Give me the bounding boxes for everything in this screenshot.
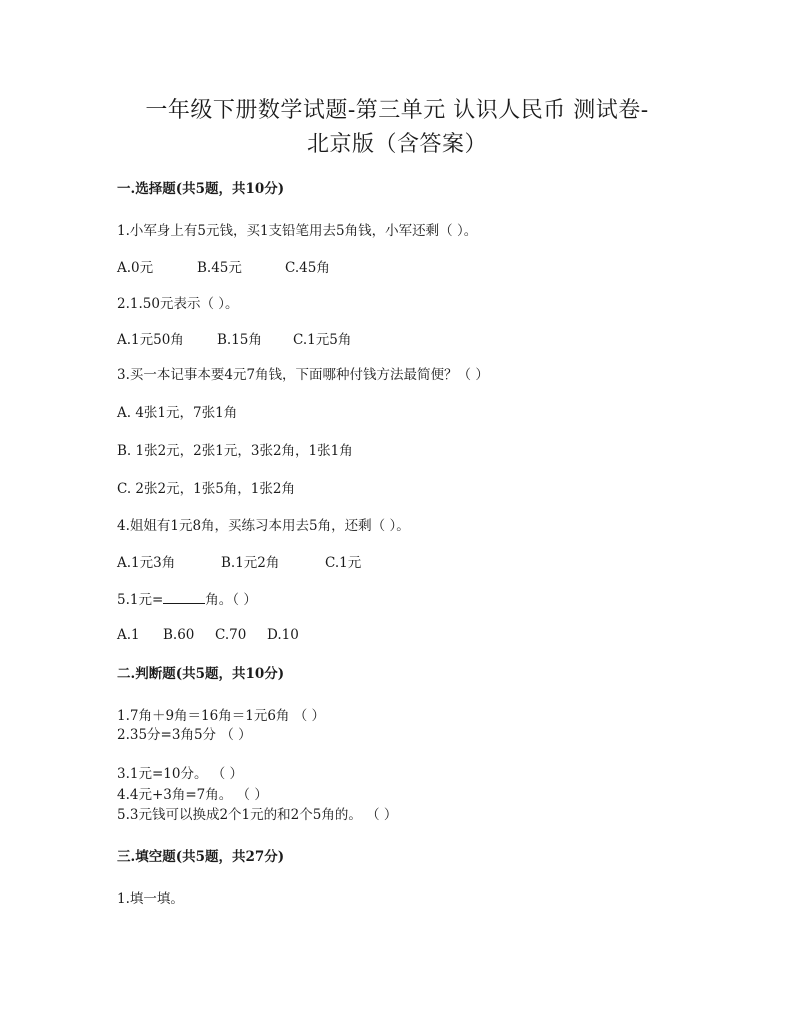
option: C.1元 [325, 555, 362, 571]
judgement-item: 5.3元钱可以换成2个1元的和2个5角的。 （ ） [117, 807, 398, 823]
section-heading-choice: 一.选择题(共5题，共10分) [117, 181, 285, 197]
option: B.15角 [217, 332, 262, 348]
question-options [117, 259, 330, 277]
question-options [117, 554, 361, 572]
judgement-item: 1.7角＋9角＝16角＝1元6角 （ ） [117, 708, 325, 724]
question-stem: 1.小军身上有5元钱，买1支铅笔用去5角钱，小军还剩（ ）。 [117, 223, 478, 239]
option: A.0元 [117, 260, 154, 276]
option: A. 4张1元，7张1角 [117, 405, 238, 421]
question-stem: 3.买一本记事本要4元7角钱，下面哪种付钱方法最简便？（ ） [117, 367, 489, 383]
judgement-item: 3.1元=10分。 （ ） [117, 766, 244, 782]
option: B.1元2角 [221, 555, 280, 571]
question-stem-text: 5.1元= [117, 592, 164, 608]
fill-in-item: 1.填一填。 [117, 891, 184, 907]
option: B. 1张2元，2张1元，3张2角，1张1角 [117, 443, 353, 459]
section-heading-fill-in: 三.填空题(共5题，共27分) [117, 849, 285, 865]
question-stem: 4.姐姐有1元8角，买练习本用去5角，还剩（ ）。 [117, 518, 410, 534]
option: A.1 [117, 627, 140, 643]
option: C. 2张2元，1张5角，1张2角 [117, 481, 295, 497]
question-options [117, 331, 351, 349]
document-title-line-1: 一年级下册数学试题-第三单元 认识人民币 测试卷- [145, 98, 649, 123]
option: C.1元5角 [293, 332, 352, 348]
judgement-item: 2.35分=3角5分 （ ） [117, 727, 252, 743]
question-stem [117, 590, 257, 609]
option: B.60 [163, 627, 195, 643]
question-stem-text: 角。（ ） [205, 592, 257, 608]
question-stem: 2.1.50元表示（ ）。 [117, 296, 239, 312]
question-options [117, 626, 299, 644]
answer-blank [163, 590, 205, 604]
document-title-line-2: 北京版（含答案） [306, 132, 487, 157]
option: B.45元 [197, 260, 242, 276]
option: C.70 [215, 627, 247, 643]
option: A.1元3角 [117, 555, 176, 571]
option: A.1元50角 [117, 332, 184, 348]
judgement-item: 4.4元+3角=7角。 （ ） [117, 787, 268, 803]
section-heading-judgement: 二.判断题(共5题，共10分) [117, 666, 285, 682]
option: C.45角 [285, 260, 330, 276]
option: D.10 [267, 627, 299, 643]
